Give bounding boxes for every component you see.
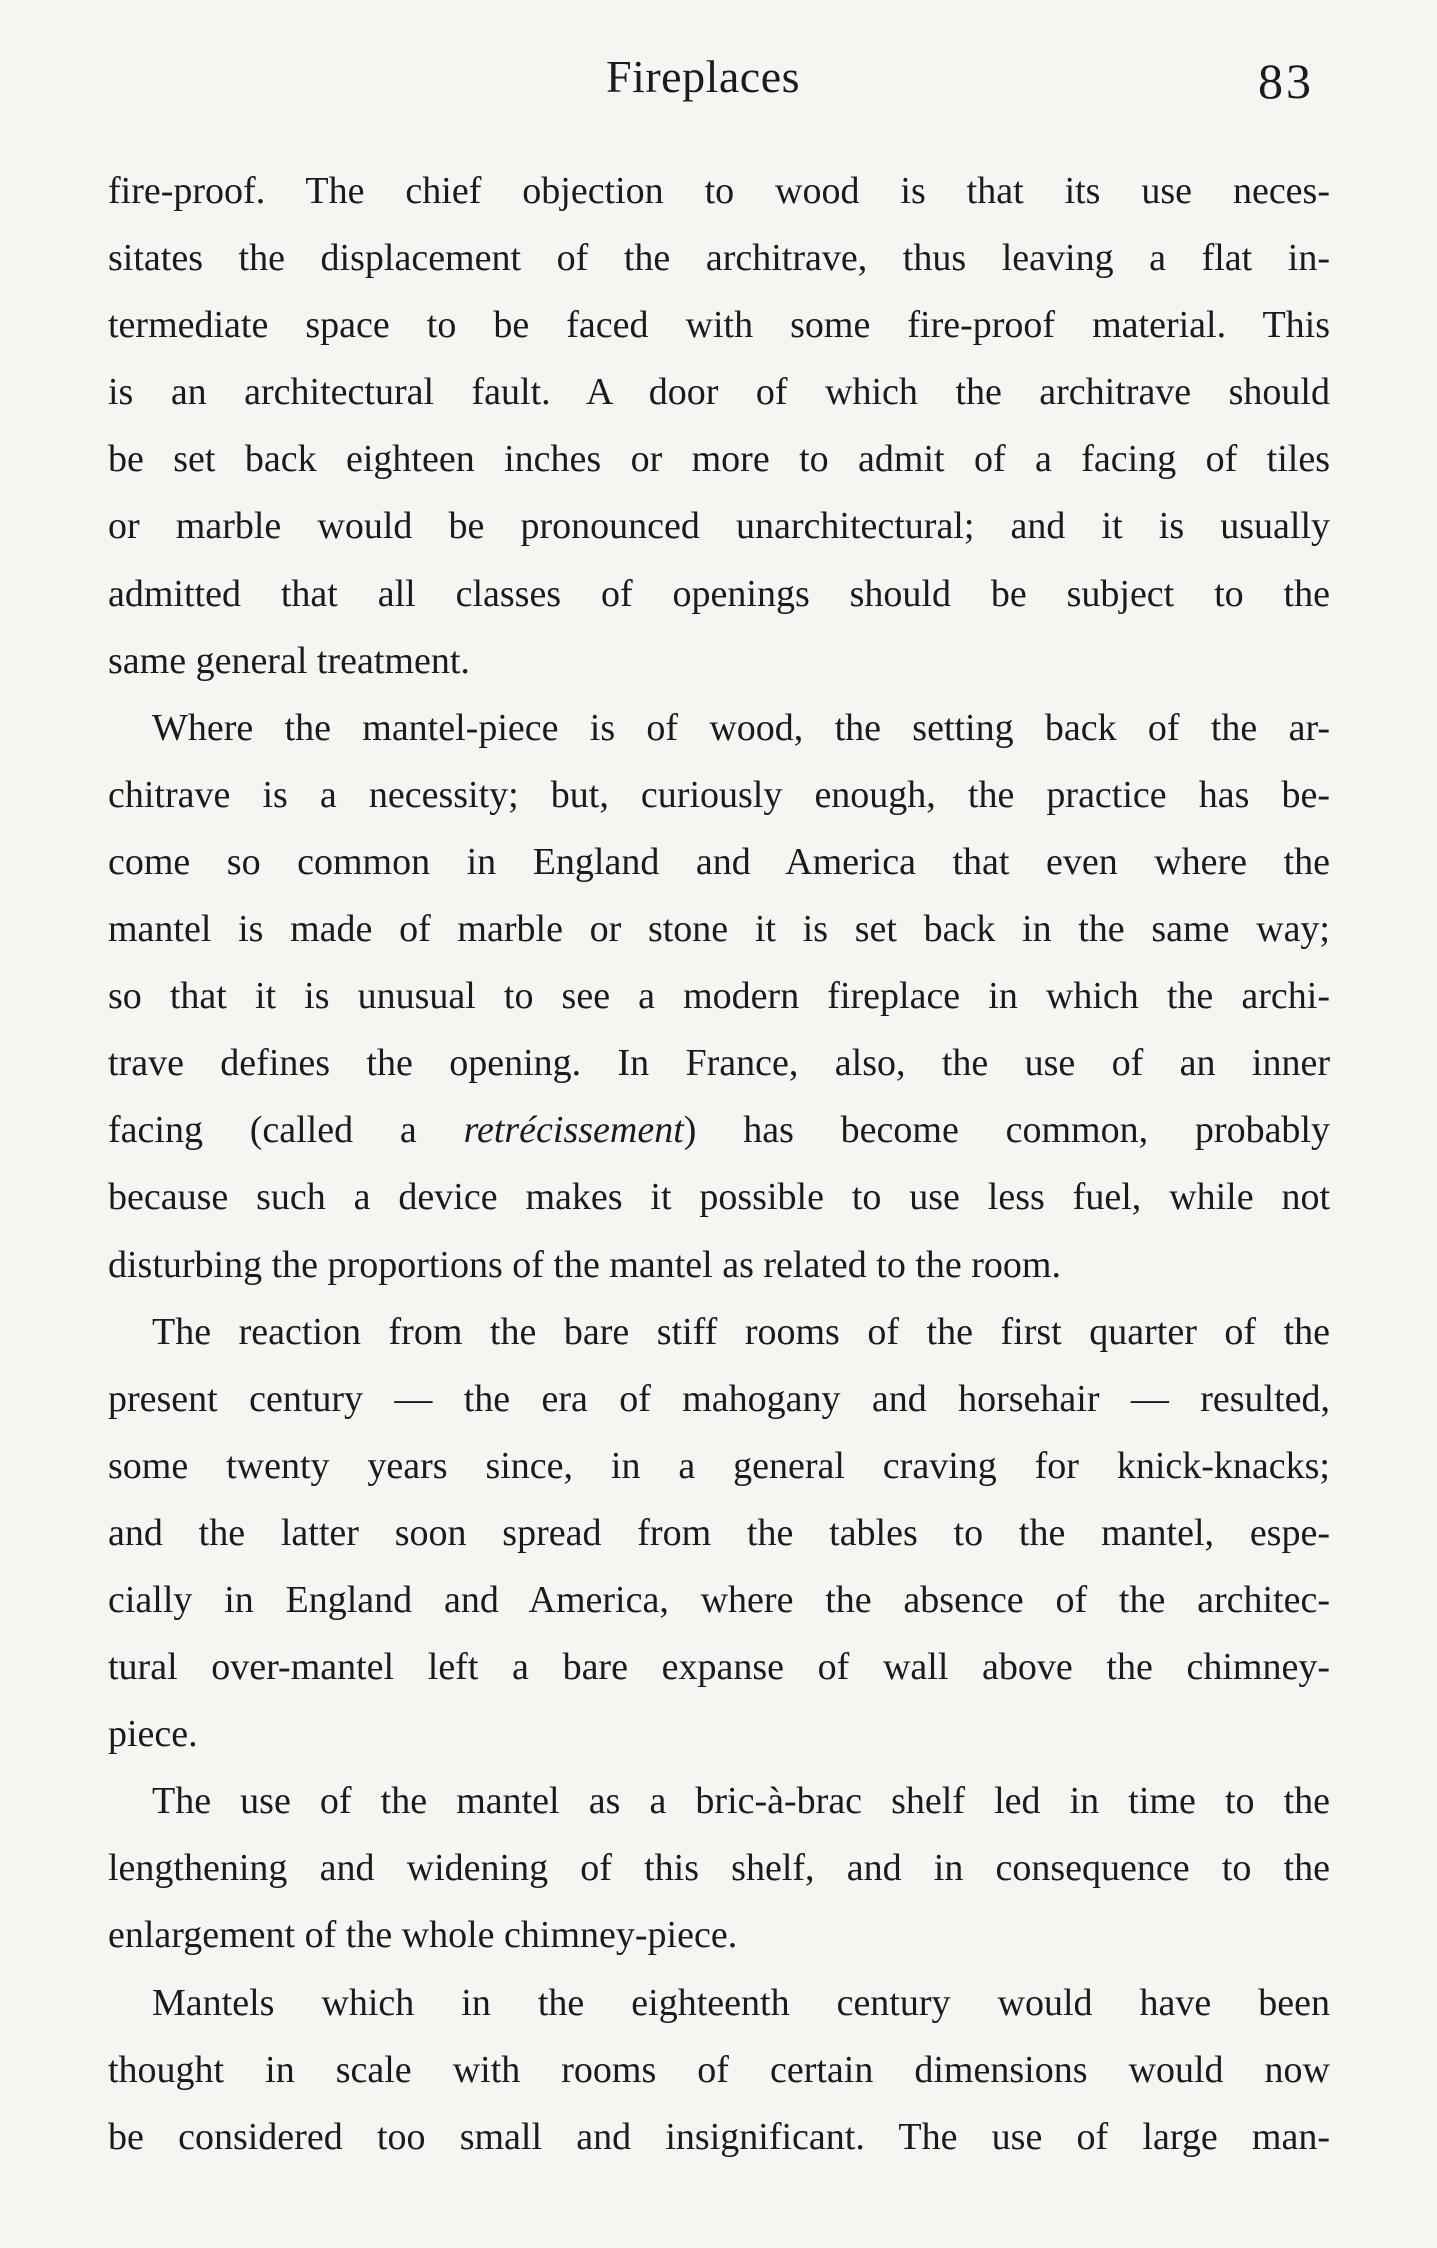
text-line: Mantels which in the eighteenth century would have been — [152, 1981, 1330, 2024]
text-line: be considered too small and insignificant. The use of large man- — [108, 2115, 1330, 2158]
paragraph — [108, 695, 1330, 1299]
text-line: present century — the era of mahogany and horsehair — resulted, — [108, 1377, 1330, 1420]
text-line: sitates the displacement of the architrave, thus leaving a flat in- — [108, 237, 1330, 280]
text-line: thought in scale with rooms of certain dimensions would now — [108, 2048, 1330, 2091]
text-line: so that it is unusual to see a modern fireplace in which the archi- — [108, 975, 1330, 1018]
text-line: tural over-mantel left a bare expanse of wall above the chimney- — [108, 1646, 1330, 1689]
paragraph — [108, 1299, 1330, 1769]
text-line: piece. — [108, 1713, 198, 1756]
running-title: Fireplaces — [606, 51, 801, 102]
text-line: Where the mantel-piece is of wood, the setting back of the ar- — [152, 706, 1330, 749]
text-line: admitted that all classes of openings should be subject to the — [108, 572, 1330, 615]
text-line: enlargement of the whole chimney-piece. — [108, 1914, 738, 1957]
text-line: mantel is made of marble or stone it is set back in the same way; — [108, 908, 1330, 951]
text-line: The reaction from the bare stiff rooms of the first quarter of the — [152, 1310, 1330, 1353]
page-header — [0, 50, 1437, 120]
text-line: come so common in England and America that even where the — [108, 840, 1330, 883]
text-line: The use of the mantel as a bric-à-brac shelf led in time to the — [152, 1780, 1330, 1823]
text-line: disturbing the proportions of the mantel as related to the room. — [108, 1243, 1061, 1286]
italic-term: retrécissement — [463, 1109, 684, 1152]
text-line: cially in England and America, where the absence of the architec- — [108, 1578, 1330, 1621]
text-line: fire-proof. The chief objection to wood is that its use neces- — [108, 170, 1330, 212]
paragraph — [108, 158, 1330, 695]
text-line: termediate space to be faced with some fire-proof material. This — [108, 304, 1330, 347]
text-line: is an architectural fault. A door of which the architrave should — [108, 371, 1330, 414]
text-line: because such a device makes it possible to use less fuel, while not — [108, 1176, 1330, 1219]
text-line: and the latter soon spread from the tables to the mantel, espe- — [108, 1511, 1330, 1554]
text-line: lengthening and widening of this shelf, and in consequence to the — [108, 1847, 1330, 1890]
body-text — [108, 158, 1330, 2171]
text-line-with-italic: facing (called a retrécissement) has become common, probably — [108, 1109, 1330, 1152]
paragraph — [108, 1970, 1330, 2171]
paragraph — [108, 1768, 1330, 1969]
page-number: 83 — [1258, 53, 1314, 109]
text-line: be set back eighteen inches or more to admit of a facing of tiles — [108, 438, 1330, 481]
text-line: trave defines the opening. In France, also, the use of an inner — [108, 1042, 1330, 1085]
text-line: or marble would be pronounced unarchitectural; and it is usually — [108, 505, 1330, 548]
text-line: chitrave is a necessity; but, curiously enough, the practice has be- — [108, 773, 1330, 816]
text-line: some twenty years since, in a general craving for knick-knacks; — [108, 1444, 1330, 1487]
text-line: same general treatment. — [108, 639, 470, 682]
